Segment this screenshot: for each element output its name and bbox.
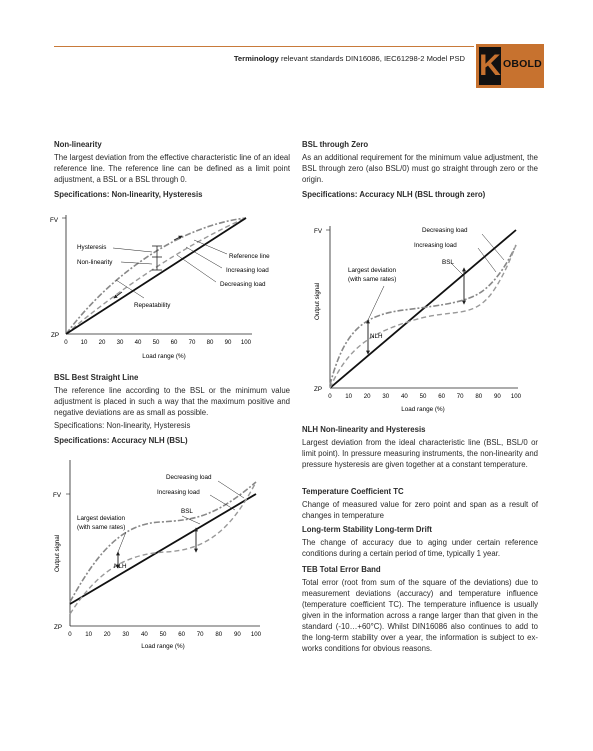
chart3-tick-50: 50 <box>419 393 427 400</box>
teb-body: Total error (root from sum of the square of the deviations) due to measurement deviations (accuracy) and temperature influence (temperature coefficient TC). The temperature influence is usually given in the information across a range larger than that given in the standard (-10…+60°C). Whilst DIN16086 also continues to add to the long-term stability over a year, the information is subject to ex-works conditions for obvious reasons. <box>302 578 538 653</box>
section-teb <box>302 564 538 654</box>
header-title-bold: Terminology <box>233 54 279 63</box>
section-bsl-zero <box>302 139 538 200</box>
chart-accuracy-nlh-bsl <box>30 452 292 652</box>
chart3-tick-0: 0 <box>328 393 332 400</box>
chart1-hysteresis-label: Hysteresis <box>77 244 107 251</box>
header-title-rest: relevant standards DIN16086, IEC61298-2 Model PSD <box>278 54 465 63</box>
chart2-increasing-load-label: Increasing load <box>157 489 200 496</box>
chart2-tick-30: 30 <box>122 631 130 638</box>
chart2-nlh-label: NLH <box>114 563 127 570</box>
kobold-logo <box>476 44 544 88</box>
chart1-tick-30: 30 <box>116 339 124 346</box>
chart1-tick-70: 70 <box>188 339 196 346</box>
chart2-x-ticks <box>68 631 261 638</box>
bsl-zero-body: As an additional requirement for the minimum value adjustment, the BSL through zero (also BSL/0) must go straight through zero or the origin. <box>302 153 538 184</box>
chart3-fv-label: FV <box>314 228 323 235</box>
bsl-line <box>70 494 256 604</box>
chart2-ylabel: Output signal <box>54 534 61 572</box>
bsl-zero-line <box>330 230 516 388</box>
chart3-tick-70: 70 <box>456 393 464 400</box>
chart1-tick-90: 90 <box>224 339 232 346</box>
chart2-zp-label: ZP <box>54 624 63 631</box>
chart2-decreasing-load-label: Decreasing load <box>166 474 212 481</box>
chart1-tick-0: 0 <box>64 339 68 346</box>
tc-heading: Temperature Coefficient TC <box>302 487 404 496</box>
chart1-tick-20: 20 <box>98 339 106 346</box>
nonlinearity-body: The largest deviation from the effective characteristic line of an ideal reference line. The reference line can be defined as a limit point adjustment, a BSL or a BSL through 0. <box>54 153 290 184</box>
chart1-reference-line-label: Reference line <box>229 253 270 260</box>
chart1-xlabel: Load range (%) <box>142 353 186 360</box>
chart3-nlh-label: NLH <box>370 333 383 340</box>
chart3-tick-10: 10 <box>345 393 352 400</box>
chart3-tick-20: 20 <box>363 393 371 400</box>
chart-accuracy-nlh-bsl-zero <box>304 220 542 416</box>
chart3-zp-label: ZP <box>314 386 323 393</box>
chart2-tick-70: 70 <box>196 631 204 638</box>
chart2-tick-0: 0 <box>68 631 72 638</box>
chart2-tick-20: 20 <box>103 631 111 638</box>
chart1-nonlinearity-label: Non-linearity <box>77 259 113 266</box>
chart1-tick-100: 100 <box>240 339 252 346</box>
header-rule <box>54 46 474 47</box>
chart1-increasing-load-label: Increasing load <box>226 267 269 274</box>
chart3-largest-dev-2: (with same rates) <box>348 276 397 283</box>
chart1-x-ticks <box>64 339 251 346</box>
nonlinearity-heading: Non-linearity <box>54 140 102 149</box>
chart3-tick-40: 40 <box>401 393 408 400</box>
chart1-tick-10: 10 <box>80 339 88 346</box>
tc-body: Change of measured value for zero point and span as a result of changes in temperature <box>302 500 538 520</box>
curve-decreasing <box>70 482 256 602</box>
chart2-tick-80: 80 <box>215 631 223 638</box>
ltd-heading: Long-term Stability Long-term Drift <box>302 525 432 534</box>
chart1-zp-label: ZP <box>51 332 60 339</box>
chart1-tick-40: 40 <box>134 339 142 346</box>
chart1-fv-label: FV <box>50 217 59 224</box>
nlh-heading: NLH Non-linearity and Hysteresis <box>302 425 426 434</box>
logo-text: OBOLD <box>503 58 542 70</box>
chart1-decreasing-load-label: Decreasing load <box>220 281 266 288</box>
chart3-ylabel: Output signal <box>314 282 321 320</box>
chart1-tick-60: 60 <box>170 339 178 346</box>
chart3-tick-90: 90 <box>494 393 501 400</box>
bsl-heading: BSL Best Straight Line <box>54 373 139 382</box>
nonlinearity-spec: Specifications: Non-linearity, Hysteresis <box>54 190 203 199</box>
ltd-body: The change of accuracy due to aging under certain reference conditions during a certain period of time, typically 1 year. <box>302 538 538 558</box>
bsl-line2: Specifications: Non-linearity, Hysteresis <box>54 421 191 430</box>
section-nlh <box>302 424 538 470</box>
chart2-tick-10: 10 <box>85 631 92 638</box>
teb-heading: TEB Total Error Band <box>302 565 381 574</box>
chart2-largest-dev-2: (with same rates) <box>77 524 126 531</box>
chart3-xlabel: Load range (%) <box>401 406 445 413</box>
chart1-tick-80: 80 <box>206 339 214 346</box>
chart3-decreasing-load-label: Decreasing load <box>422 227 468 234</box>
bsl-zero-heading: BSL through Zero <box>302 140 369 149</box>
bsl-spec: Specifications: Accuracy NLH (BSL) <box>54 436 188 445</box>
section-tc <box>302 486 538 521</box>
chart2-fv-label: FV <box>53 492 62 499</box>
chart3-tick-80: 80 <box>475 393 483 400</box>
chart3-bsl-label: BSL <box>442 259 454 266</box>
bsl-body: The reference line according to the BSL or the minimum value adjustment is placed in such a way that the maximum positive and negative deviations are as small as possible. <box>54 386 290 417</box>
chart2-tick-50: 50 <box>159 631 167 638</box>
chart2-xlabel: Load range (%) <box>141 643 185 650</box>
chart2-tick-60: 60 <box>178 631 185 638</box>
chart2-tick-40: 40 <box>141 631 148 638</box>
chart3-tick-30: 30 <box>382 393 390 400</box>
chart-nonlinearity-hysteresis <box>44 210 292 365</box>
chart2-largest-dev-1: Largest deviation <box>77 515 125 522</box>
chart1-tick-50: 50 <box>152 339 160 346</box>
nlh-body: Largest deviation from the ideal characteristic line (BSL, BSL/0 or limit point). In pressure measuring instruments, the non-linearity and pressure hysteresis are given together at a constant temperature. <box>302 438 538 469</box>
chart3-increasing-load-label: Increasing load <box>414 242 457 249</box>
chart3-x-ticks <box>328 393 521 400</box>
chart2-tick-100: 100 <box>250 631 262 638</box>
section-nonlinearity <box>54 139 290 200</box>
bsl-zero-spec: Specifications: Accuracy NLH (BSL through zero) <box>302 190 486 199</box>
section-long-term <box>302 524 538 559</box>
chart1-repeatability-label: Repeatability <box>134 302 171 309</box>
reference-line <box>66 218 246 334</box>
chart3-tick-100: 100 <box>510 393 522 400</box>
chart2-tick-90: 90 <box>234 631 241 638</box>
chart3-tick-60: 60 <box>438 393 445 400</box>
chart3-largest-dev-1: Largest deviation <box>348 267 396 274</box>
chart2-bsl-label: BSL <box>181 508 193 515</box>
logo-initial: K <box>479 47 501 85</box>
page-header-title <box>0 54 465 63</box>
section-bsl <box>54 372 290 446</box>
